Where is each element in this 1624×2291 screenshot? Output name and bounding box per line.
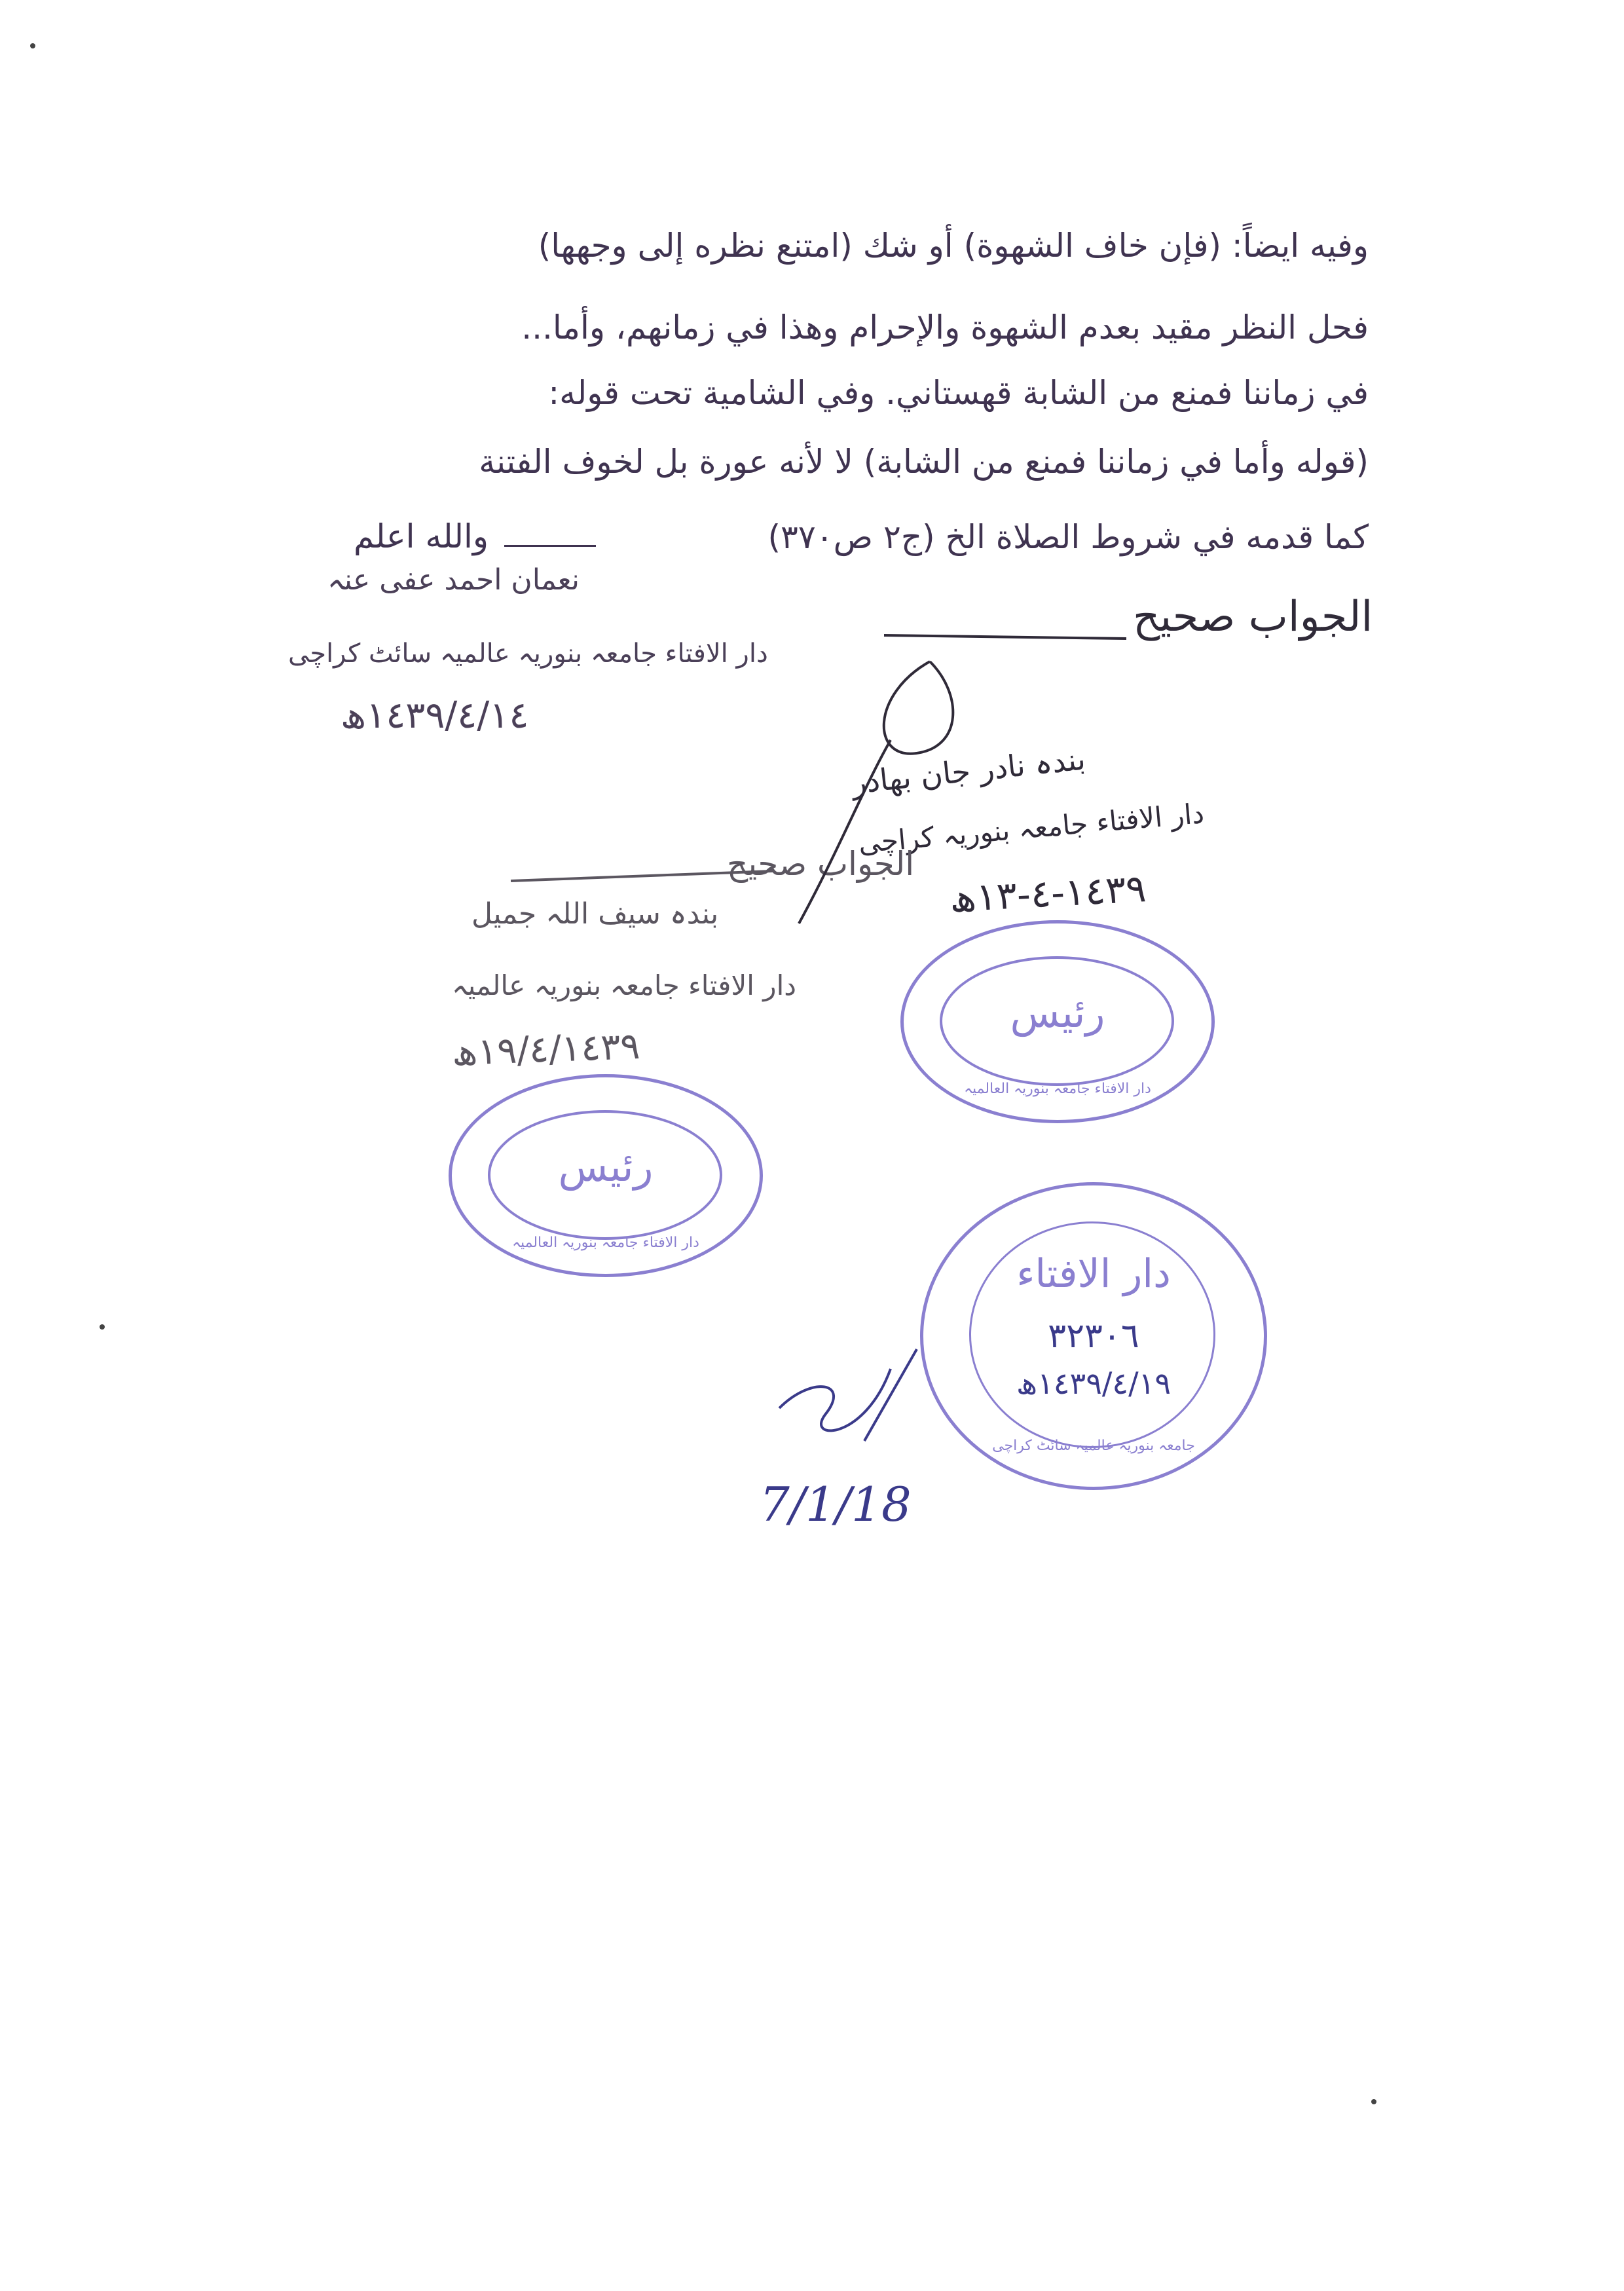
stamp-1 bbox=[900, 920, 1215, 1123]
closing-phrase: والله اعلم bbox=[354, 517, 489, 555]
approval-2-institution: دار الافتاء جامعہ بنوریہ عالمیہ bbox=[452, 969, 796, 1001]
stamp-2-ring: دار الافتاء جامعہ بنوریہ العالمیہ bbox=[512, 1235, 699, 1251]
approval-1-heading: الجواب صحیح bbox=[1133, 593, 1373, 641]
scan-speck bbox=[30, 43, 35, 48]
stamp-3-title: دار الافتاء bbox=[1016, 1251, 1171, 1297]
approval-1-institution: دار الافتاء جامعہ بنوریہ کراچی bbox=[857, 797, 1206, 859]
stamp-1-ring: دار الافتاء جامعہ بنوریہ العالمیہ bbox=[964, 1081, 1151, 1097]
stamp-2 bbox=[449, 1074, 763, 1277]
approval-2-heading: الجواب صحیح bbox=[727, 845, 915, 883]
stamp-3-date: ١٤٣٩/٤/١٩ھ bbox=[1016, 1366, 1172, 1401]
scan-speck bbox=[100, 1324, 105, 1330]
author-institution: دار الافتاء جامعہ بنوریہ عالمیہ سائٹ کراچی bbox=[288, 639, 768, 669]
approval-2-name: بندہ سیف اللہ جمیل bbox=[471, 897, 719, 931]
approval-1-name: بندہ نادر جان بھادر bbox=[850, 741, 1087, 801]
scan-speck bbox=[1371, 2099, 1376, 2104]
handwritten-date: 7/1/18 bbox=[760, 1477, 912, 1532]
body-line-2: فحل النظر مقيد بعدم الشهوة والإحرام وهذا في زمانهم، وأما... bbox=[521, 308, 1369, 346]
stamp-3-number: ٣٢٣٠٦ bbox=[1048, 1316, 1139, 1356]
body-line-1: وفيه ايضاً: (فإن خاف الشهوة) أو شك (امتنع نظره إلى وجهها) bbox=[538, 227, 1369, 265]
stamp-1-title: رئیس bbox=[1010, 989, 1105, 1037]
approval-1-date: ١٤٣٩-٤-١٣ھ bbox=[948, 866, 1148, 921]
body-line-5: كما قدمه في شروط الصلاة الخ (ج٢ ص٣٧٠) bbox=[767, 518, 1369, 556]
stamp-3 bbox=[920, 1182, 1267, 1490]
approval-2-date: ١٩/٤/١٤٣٩ھ bbox=[451, 1025, 641, 1074]
stamp-2-title: رئیس bbox=[558, 1143, 654, 1191]
body-line-4: (قوله وأما في زماننا فمنع من الشابة) لا لأنه عورة بل لخوف الفتنة bbox=[479, 443, 1369, 481]
author-date: ١٤٣٩/٤/١٤ھ bbox=[341, 694, 529, 737]
stamp-3-ring: جامعہ بنوریہ عالمیہ سائٹ کراچی bbox=[992, 1438, 1195, 1454]
author-name: نعمان احمد عفی عنہ bbox=[327, 563, 580, 597]
body-line-3: في زماننا فمنع من الشابة قهستاني. وفي الشامية تحت قوله: bbox=[548, 374, 1369, 412]
